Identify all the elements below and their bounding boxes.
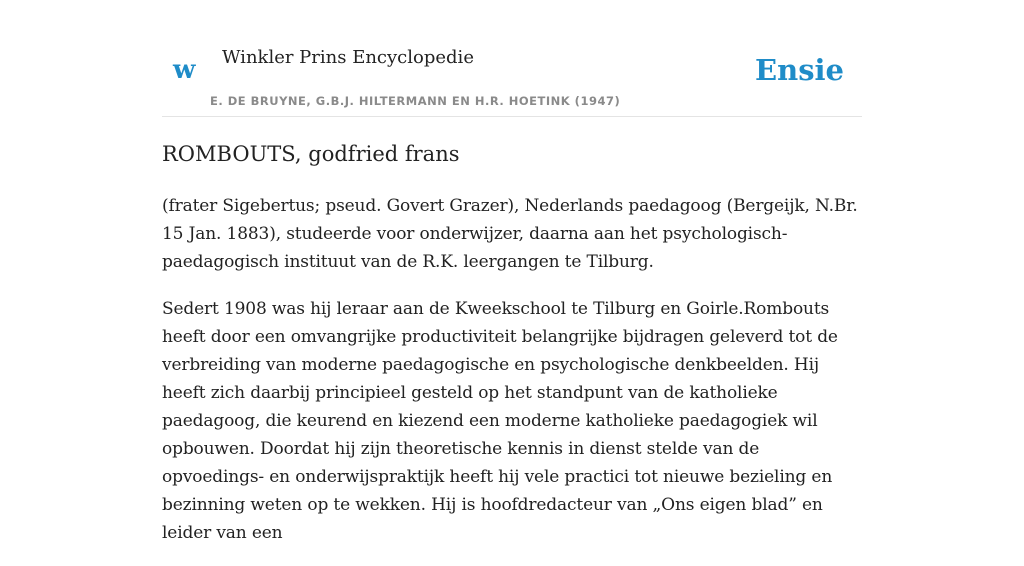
- article-paragraph: (frater Sigebertus; pseud. Govert Grazer), Nederlands paedagoog (Bergeijk, N.Br. 15 Jan. 1883), studeerde voor onderwijzer, daarna aan het psychologisch-paedagogisch instituut van de R.K. leergangen te Tilburg.: [162, 196, 858, 272]
- publication-title[interactable]: Winkler Prins Encyclopedie: [222, 47, 474, 68]
- publication-logo[interactable]: w: [173, 55, 196, 85]
- article-body: [162, 192, 866, 566]
- publication-authors: E. DE BRUYNE, G.B.J. HILTERMANN EN H.R. HOETINK (1947): [210, 94, 621, 108]
- article-title: ROMBOUTS, godfried frans: [162, 142, 460, 166]
- publication-header: [162, 0, 862, 117]
- ensie-logo-link[interactable]: Ensie: [755, 53, 844, 87]
- article-paragraph: Sedert 1908 was hij leraar aan de Kweekschool te Tilburg en Goirle.Rombouts heeft door een omvangrijke productiviteit belangrijke bijdragen geleverd tot de verbreiding van moderne paedagogische en psychologische denkbeelden. Hij heeft zich daarbij principieel gesteld op het standpunt van de katholieke paedagoog, die keurend en kiezend een moderne katholieke paedagogiek wil opbouwen. Doordat hij zijn theoretische kennis in dienst stelde van de opvoedings- en onderwijspraktijk heeft hij vele practici tot nieuwe bezieling en bezinning weten op te wekken. Hij is hoofdredacteur van „Ons eigen blad” en leider van een: [162, 299, 838, 543]
